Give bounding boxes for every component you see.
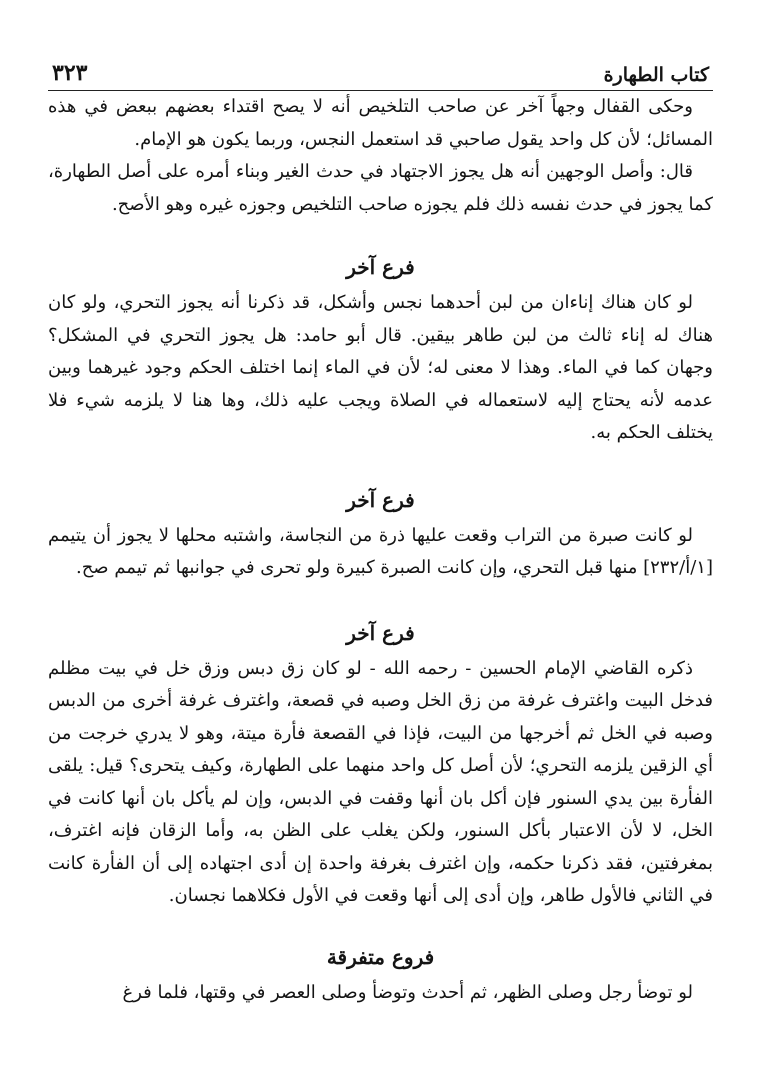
running-header	[48, 48, 713, 91]
paragraph-qaffal: وحكى القفال وجهاً آخر عن صاحب التلخيص أنه لا يصح اقتداء بعضهم ببعض في هذه المسائل؛ لأن كل واحد يقول صاحبي قد استعمل النجس، وربما يكون هو الإمام.	[48, 96, 713, 150]
section-heading: فروع متفرقة	[326, 944, 435, 969]
paragraph-two-views: قال: وأصل الوجهين أنه هل يجوز الاجتهاد في حدث الغير وبناء أمره على أصل الطهارة، كما يجوز في حدث نفسه ذلك فلم يجوزه صاحب التلخيص وجوزه غيره وهو الأصح.	[48, 161, 713, 215]
paragraph-vinegar-syrup: ذكره القاضي الإمام الحسين - رحمه الله - لو كان زق دبس وزق خل في بيت مظلم فدخل البيت واغترف غرفة من زق الخل وصبه في قصعة، واغترف غرفة أخرى من الدبس وصبه في الخل ثم أخرجها من البيت، فإذا في القصعة فأرة ميتة، وهو لا يدري خرجت من أي الزقين يلزمه التحري؛ لأن أصل كل واحد منهما على الطهارة، وكيف يتحرى؟ قيل: يلقى الفأرة بين يدي السنور فإن أكل بان أنها وقفت في الدبس، وإن لم يأكل بان أنها كانت في الخل، لا لأن الاعتبار بأكل السنور، ولكن يغلب على الظن به، وأما الزقان فإنه اغترف، بمغرفتين، فقد ذكرنا حكمه، وإن اغترف بغرفة واحدة إن أدى اجتهاده إلى أن الفأرة كانت في الثاني فالأول طاهر، وإن أدى إلى أنها وقعت في الأول فكلاهما نجسان.	[48, 657, 713, 906]
section-heading: فرع آخر	[346, 620, 415, 645]
document-page	[48, 48, 713, 1009]
section-heading: فرع آخر	[346, 255, 415, 279]
paragraph-soil-heap: لو كانت صبرة من التراب وقعت عليها ذرة من النجاسة، واشتبه محلها لا يجوز أن يتيمم [١/أ/٢٣٢] منها قبل التحري، وإن كانت الصبرة كبيرة ولو تحرى في جوانبها ثم تيمم صح.	[48, 524, 713, 578]
paragraph-milk-vessels: لو كان هناك إناءان من لبن أحدهما نجس وأشكل، قد ذكرنا أنه يجوز التحري، ولو كان هناك له إناء ثالث من لبن طاهر بيقين. قال أبو حامد: هل يجوز التحري في المشكل؟ وجهان كما في الماء. وهذا لا معنى له؛ لأن في الماء إنما اختلف الحكم وجود غيرهما وبين عدمه لأنه يحتاج إليه لاستعماله في الصلاة ويجب عليه ذلك، وها هنا لا يلزمه شيء فلا يختلف الحكم به.	[48, 292, 713, 443]
paragraph-ablution: لو توضأ رجل وصلى الظهر، ثم أحدث وتوضأ وصلى العصر في وقتها، فلما فرغ	[122, 981, 693, 1003]
page-number: ٣٢٣	[52, 60, 88, 86]
section-heading: فرع آخر	[346, 487, 415, 512]
book-title: كتاب الطهارة	[603, 64, 709, 86]
